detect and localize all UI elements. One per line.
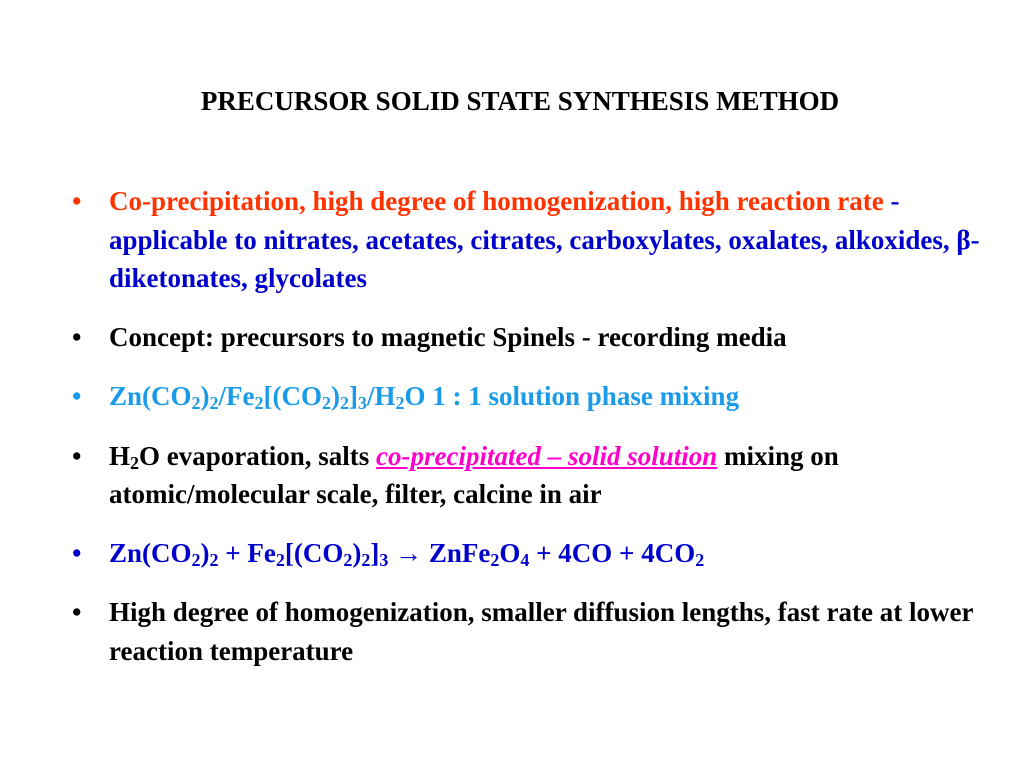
subscript: 2 xyxy=(340,393,349,413)
text-part: O evaporation, salts xyxy=(139,440,377,471)
bullet-homogenization xyxy=(72,593,1012,670)
formula-part: O 1 : 1 solution phase mixing xyxy=(404,381,740,411)
subscript: 2 xyxy=(343,549,353,570)
formula-part: ] xyxy=(349,381,358,411)
subscript: 2 xyxy=(191,393,201,413)
formula-part: ) xyxy=(200,381,210,411)
formula-part: ) xyxy=(352,537,362,568)
bullet-evaporation xyxy=(72,437,1012,514)
coprecipitated-emphasis: co-precipitated – solid solution xyxy=(376,440,718,471)
subscript: 2 xyxy=(254,393,264,413)
formula-part: → ZnFe xyxy=(388,537,491,568)
bullet-concept xyxy=(72,318,1012,357)
page-title: PRECURSOR SOLID STATE SYNTHESIS METHOD xyxy=(200,86,840,116)
text-part: mixing on atomic/molecular scale, filter, calcine in air xyxy=(109,440,839,509)
bullet-solution-mixing xyxy=(72,377,1012,416)
homogenization-text: High degree of homogenization, smaller diffusion lengths, fast rate at lower reaction temperature xyxy=(109,597,973,666)
formula-part: [(CO xyxy=(284,537,344,568)
bullet-dot: • xyxy=(72,186,82,216)
formula-part: + Fe xyxy=(218,537,276,568)
formula-part: ) xyxy=(200,537,210,568)
subscript: 2 xyxy=(695,549,705,570)
bullet-dot: • xyxy=(72,597,82,627)
concept-text: Concept: precursors to magnetic Spinels - recording media xyxy=(109,321,787,352)
subscript: 2 xyxy=(490,549,500,570)
bullet-dot: • xyxy=(72,381,82,411)
formula-part: O xyxy=(499,537,521,568)
subscript: 4 xyxy=(520,549,530,570)
formula-part: ] xyxy=(370,537,380,568)
formula-part: Zn(CO xyxy=(109,537,192,568)
applicable-text: - applicable to nitrates, acetates, citrates, carboxylates, oxalates, alkoxides, β-diketonates, glycolates xyxy=(109,186,980,293)
subscript: 3 xyxy=(358,393,367,413)
formula-part: [(CO xyxy=(263,381,322,411)
subscript: 2 xyxy=(130,452,140,473)
subscript: 2 xyxy=(361,549,371,570)
formula-part: ) xyxy=(331,381,340,411)
subscript: 2 xyxy=(275,549,285,570)
bullet-dot: • xyxy=(72,321,82,352)
coprecipitation-text: Co-precipitation, high degree of homogenization, high reaction rate xyxy=(109,186,884,216)
formula-part: + 4CO + 4CO xyxy=(529,537,696,568)
subscript: 3 xyxy=(379,549,389,570)
bullet-dot: • xyxy=(72,440,82,471)
subscript: 2 xyxy=(322,393,331,413)
bullet-reaction-equation xyxy=(72,534,1012,573)
text-part: H xyxy=(109,440,131,471)
bullet-coprecipitation xyxy=(72,182,1012,298)
formula-part: /H xyxy=(367,381,396,411)
subscript: 2 xyxy=(191,549,201,570)
bullet-dot: • xyxy=(72,537,82,568)
formula-part: /Fe xyxy=(218,381,255,411)
bullet-list xyxy=(72,182,1012,670)
subscript: 2 xyxy=(209,549,219,570)
formula-part: Zn(CO xyxy=(109,381,192,411)
subscript: 2 xyxy=(395,393,405,413)
subscript: 2 xyxy=(209,393,219,413)
